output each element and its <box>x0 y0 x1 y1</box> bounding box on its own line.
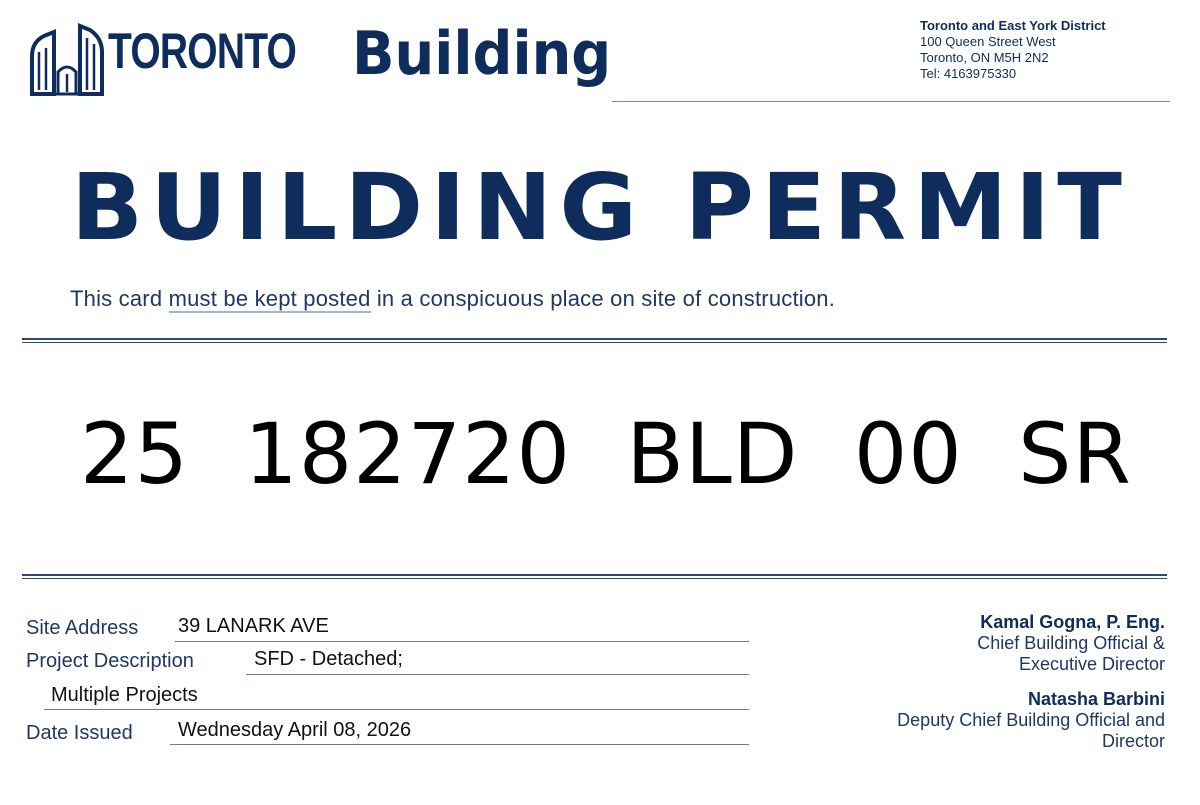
official-title: Executive Director <box>1018 654 1165 674</box>
posting-notice-underlined: must be kept posted <box>168 286 371 311</box>
project-description-line2: Multiple Projects <box>51 684 198 706</box>
official-title: Deputy Chief Building Official and <box>897 710 1165 730</box>
district-phone: Tel: 4163975330 <box>920 66 1017 81</box>
date-issued-line <box>170 744 749 745</box>
posting-notice-start: This card <box>70 286 169 311</box>
district-name: Toronto and East York District <box>920 18 1106 33</box>
logo-word-building: Building <box>352 19 612 89</box>
logo-word-toronto: TORONTO <box>108 23 297 79</box>
district-address-line2: Toronto, ON M5H 2N2 <box>920 50 1049 65</box>
project-description-value: SFD - Detached; <box>254 648 403 670</box>
header-divider <box>612 101 1170 102</box>
official-name: Natasha Barbini <box>1027 689 1165 709</box>
project-description-line2-rule <box>44 709 749 710</box>
site-address-line <box>175 641 749 642</box>
date-issued-label: Date Issued <box>26 722 133 744</box>
divider-top <box>22 338 1167 343</box>
posting-notice <box>70 286 835 312</box>
site-address-value: 39 LANARK AVE <box>178 615 329 637</box>
district-address-line1: 100 Queen Street West <box>920 34 1056 49</box>
project-description-label: Project Description <box>26 650 194 672</box>
officials-block <box>897 612 1165 752</box>
date-issued-value: Wednesday April 08, 2026 <box>178 719 412 741</box>
official-name: Kamal Gogna, P. Eng. <box>980 612 1165 632</box>
page-title: BUILDING PERMIT <box>70 154 1130 261</box>
posting-notice-end: in a conspicuous place on site of construction. <box>370 286 836 311</box>
project-description-line <box>246 674 749 675</box>
district-address-block <box>920 18 1106 82</box>
official-title: Chief Building Official & <box>977 633 1165 653</box>
official-title: Director <box>1101 731 1165 751</box>
toronto-city-hall-icon <box>30 22 104 96</box>
site-address-label: Site Address <box>26 617 139 639</box>
divider-bottom <box>22 574 1167 579</box>
permit-number: 25 182720 BLD 00 SR <box>80 405 1132 503</box>
